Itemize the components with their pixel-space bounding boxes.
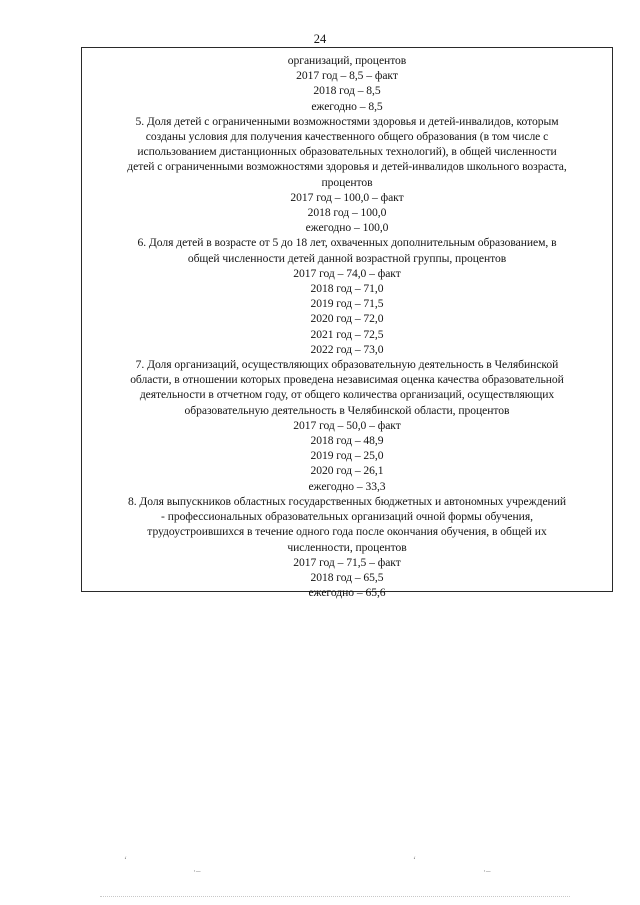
indicator-8-title-line: 8. Доля выпускников областных государственных бюджетных и автономных учреждений (127, 494, 567, 508)
text-line: 2020 год – 26,1 (310, 464, 384, 478)
text-line: 2018 год – 8,5 (313, 84, 381, 98)
text-line: ежегодно – 33,3 (308, 479, 386, 493)
scan-artifact: ·– (193, 866, 201, 876)
indicator-5-title-line: созданы условия для получения качественного общего образования (в том числе с (145, 130, 549, 144)
indicator-6-title-line: 6. Доля детей в возрасте от 5 до 18 лет, охваченных дополнительным образованием, в (137, 236, 557, 250)
indicator-8-title-line: - профессиональных образовательных организаций очной формы обучения, (161, 510, 533, 524)
indicator-6-title-line: общей численности детей данной возрастной группы, процентов (187, 251, 507, 265)
text-line: 2017 год – 71,5 – факт (293, 555, 401, 569)
page-number: 24 (313, 32, 327, 46)
scan-artifact: ·– (483, 866, 491, 876)
text-line: ежегодно – 8,5 (311, 99, 383, 113)
text-line: 2019 год – 25,0 (310, 449, 384, 463)
indicator-5-title-line: 5. Доля детей с ограниченными возможностями здоровья и детей-инвалидов, которым (135, 114, 559, 128)
text-line: 2018 год – 100,0 (307, 206, 387, 220)
text-line: 2017 год – 8,5 – факт (296, 69, 398, 83)
text-line: 2017 год – 100,0 – факт (290, 190, 404, 204)
indicators-table-cell (81, 47, 613, 600)
text-line: ежегодно – 65,6 (308, 586, 386, 600)
text-line: 2018 год – 65,5 (310, 570, 384, 584)
scan-artifact: ‘ (124, 855, 127, 865)
scan-artifact: ‘ (413, 855, 416, 865)
text-line: 2018 год – 71,0 (310, 282, 384, 296)
text-line: 2017 год – 50,0 – факт (293, 418, 401, 432)
text-line: 2020 год – 72,0 (310, 312, 384, 326)
text-line: 2017 год – 74,0 – факт (293, 266, 401, 280)
indicator-5-title-line: детей с ограниченными возможностями здоровья и детей-инвалидов школьного возраста, (127, 160, 567, 174)
text-line: 2018 год – 48,9 (310, 434, 384, 448)
indicator-5-title-line: использованием дистанционных образовательных технологий), в общей численности (137, 145, 557, 159)
indicator-8-title-line: численности, процентов (287, 540, 407, 554)
indicator-5-title-line: процентов (321, 175, 373, 189)
text-line: 2019 год – 71,5 (310, 297, 384, 311)
scan-edge-line (100, 896, 570, 897)
text-line: 2022 год – 73,0 (310, 342, 384, 356)
indicator-7-title-line: образовательную деятельность в Челябинской области, процентов (184, 403, 510, 417)
text-line: 2021 год – 72,5 (310, 327, 384, 341)
text-line: ежегодно – 100,0 (305, 221, 389, 235)
indicator-8-title-line: трудоустроившихся в течение одного года после окончания обучения, в общей их (147, 525, 547, 539)
indicator-7-title-line: 7. Доля организаций, осуществляющих образовательную деятельность в Челябинской (135, 358, 559, 372)
indicator-7-title-line: области, в отношении которых проведена независимая оценка качества образовательной (130, 373, 564, 387)
text-line: организаций, процентов (287, 54, 407, 67)
indicator-7-title-line: деятельности в отчетном году, от общего количества организаций, осуществляющих (139, 388, 555, 402)
